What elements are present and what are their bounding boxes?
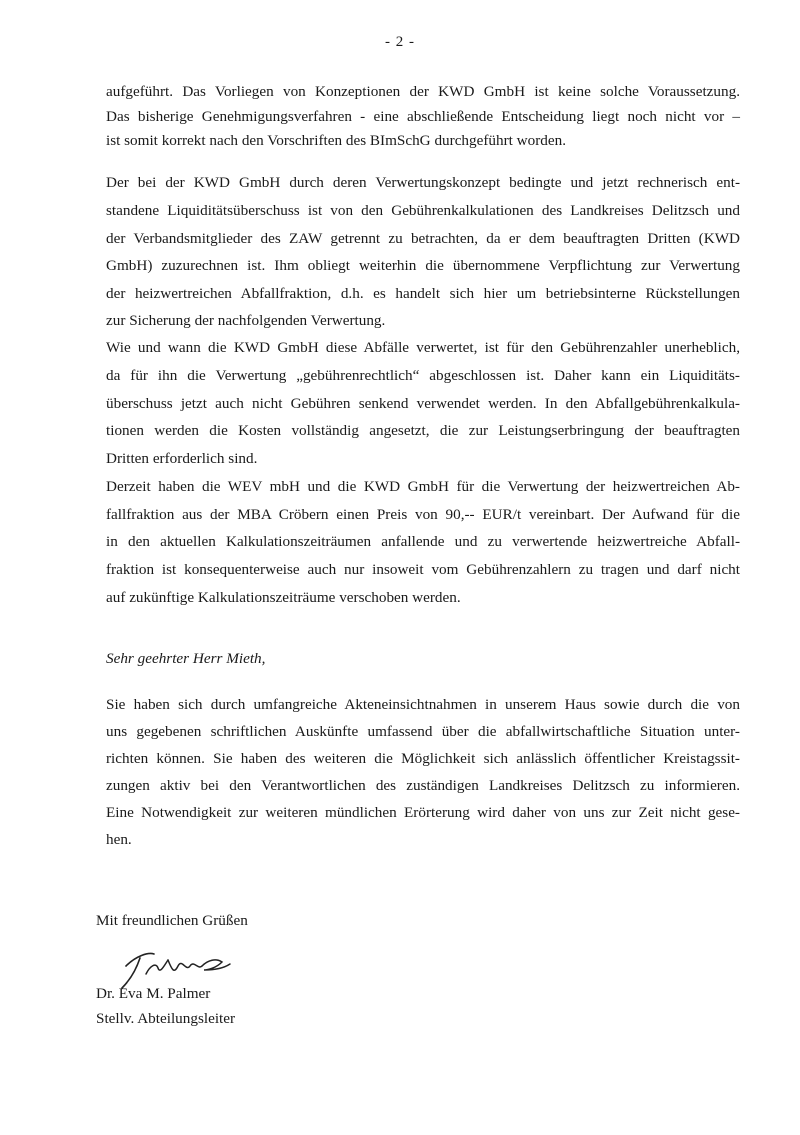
paragraph-2-line-14: in den aktuellen Kalkulationszeiträumen anfallende und zu verwertende heizwertreiche Abfall-	[106, 533, 740, 550]
paragraph-1-line-3: ist somit korrekt nach den Vorschriften des BImSchG durchgeführt worden.	[106, 132, 567, 149]
paragraph-2-line-16: auf zukünftige Kalkulationszeiträume verschoben werden.	[106, 589, 461, 606]
paragraph-3-line-3: richten können. Sie haben des weiteren die Möglichkeit sich anlässlich öffentlicher Kreistagssit-	[106, 750, 740, 767]
paragraph-2-line-13: fallfraktion aus der MBA Cröbern einen Preis von 90,-- EUR/t vereinbart. Der Aufwand für die	[106, 506, 740, 523]
paragraph-2-line-12: Derzeit haben die WEV mbH und die KWD GmbH für die Verwertung der heizwertreichen Ab-	[106, 478, 740, 495]
paragraph-3-line-6: hen.	[106, 831, 132, 848]
paragraph-2-line-10: tionen werden die Kosten vollständig angesetzt, die zur Leistungserbringung der beauftragten	[106, 422, 740, 439]
paragraph-3-line-2: uns gegebenen schriftlichen Auskünfte umfassend über die abfallwirtschaftliche Situation unter-	[106, 723, 740, 740]
signer-title: Stellv. Abteilungsleiter	[96, 1010, 236, 1027]
paragraph-2-line-4: GmbH) zuzurechnen ist. Ihm obliegt weiterhin die übernommene Verpflichtung zur Verwertung	[106, 257, 740, 274]
paragraph-3-line-4: zungen aktiv bei den Verantwortlichen des zuständigen Landkreises Delitzsch zu informieren.	[106, 777, 740, 794]
paragraph-2-line-5: der heizwertreichen Abfallfraktion, d.h. es handelt sich hier um betriebsinterne Rückstellungen	[106, 285, 740, 302]
paragraph-1-line-2: Das bisherige Genehmigungsverfahren - eine abschließende Entscheidung liegt noch nicht vor –	[106, 108, 740, 125]
paragraph-2-line-15: fraktion ist konsequenterweise auch nur insoweit vom Gebührenzahlern zu tragen und darf nicht	[106, 561, 740, 578]
paragraph-2-line-3: der Verbandsmitglieder des ZAW getrennt zu betrachten, da er dem beauftragten Dritten (KWD	[106, 230, 740, 247]
signer-name: Dr. Eva M. Palmer	[96, 985, 211, 1002]
paragraph-2-line-9: überschuss jetzt auch nicht Gebühren senkend verwendet werden. In den Abfallgebührenkalkula-	[106, 395, 740, 412]
paragraph-3-line-5: Eine Notwendigkeit zur weiteren mündlichen Erörterung wird daher von uns zur Zeit nicht gese-	[106, 804, 740, 821]
paragraph-1-line-1: aufgeführt. Das Vorliegen von Konzeptionen der KWD GmbH ist keine solche Voraussetzung.	[106, 83, 740, 100]
closing-salutation: Mit freundlichen Grüßen	[96, 912, 248, 929]
paragraph-3-line-1: Sie haben sich durch umfangreiche Akteneinsichtnahmen in unserem Haus sowie durch die von	[106, 696, 740, 713]
paragraph-2-line-2: standene Liquiditätsüberschuss ist von den Gebührenkalkulationen des Landkreises Delitzsch und	[106, 202, 740, 219]
page-number: - 2 -	[385, 34, 415, 50]
greeting: Sehr geehrter Herr Mieth,	[106, 650, 266, 667]
paragraph-2-line-6: zur Sicherung der nachfolgenden Verwertung.	[106, 312, 386, 329]
paragraph-2-line-7: Wie und wann die KWD GmbH diese Abfälle verwertet, ist für den Gebührenzahler unerheblich,	[106, 339, 740, 356]
paragraph-2-line-1: Der bei der KWD GmbH durch deren Verwertungskonzept bedingte und jetzt rechnerisch ent-	[106, 174, 740, 191]
paragraph-2-line-8: da für ihn die Verwertung „gebührenrechtlich“ abgeschlossen ist. Daher kann ein Liquiditäts-	[106, 367, 740, 384]
paragraph-2-line-11: Dritten erforderlich sind.	[106, 450, 258, 467]
